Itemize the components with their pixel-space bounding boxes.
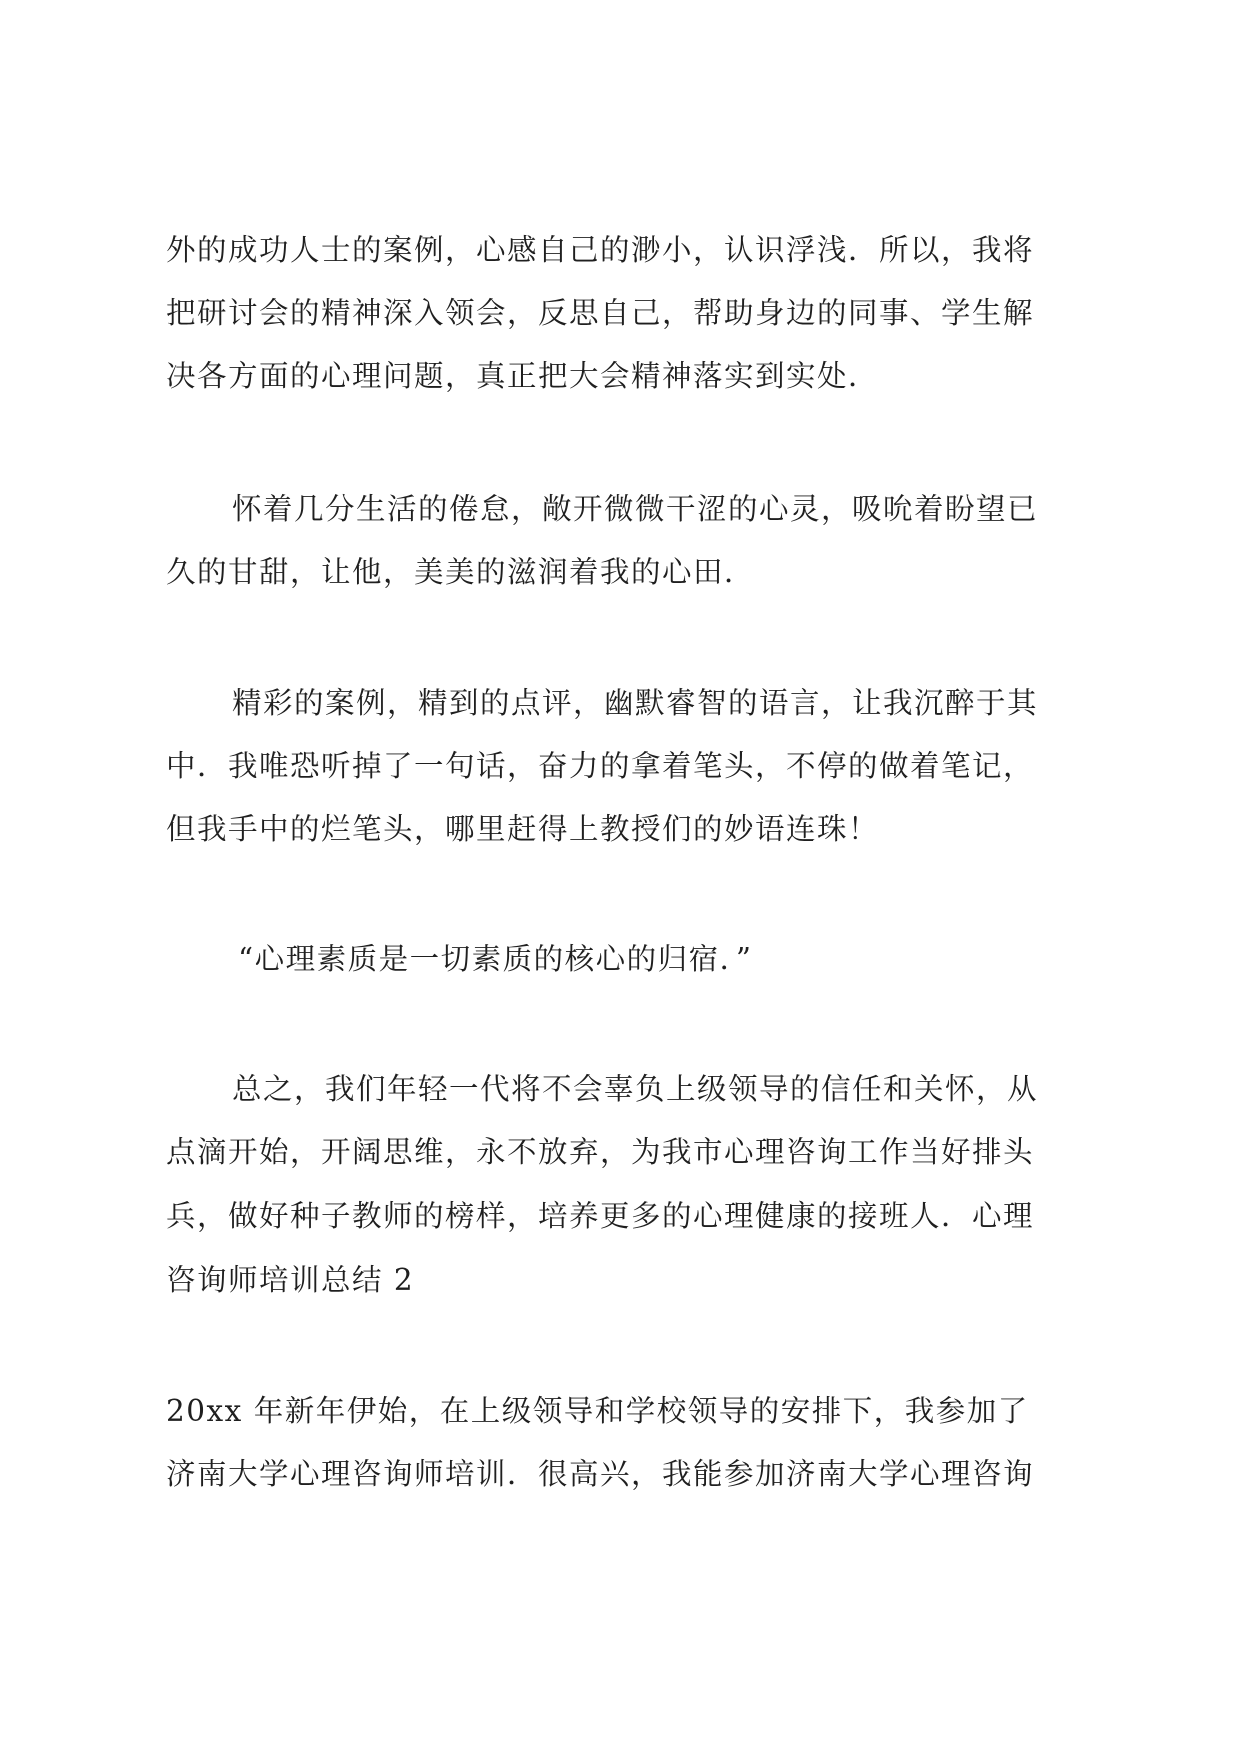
text-line: 兵，做好种子教师的榜样，培养更多的心理健康的接班人．心理 — [166, 1199, 1035, 1233]
text-line: 怀着几分生活的倦怠，敞开微微干涩的心灵，吸吮着盼望已 — [232, 492, 1039, 526]
text-line: 中．我唯恐听掉了一句话，奋力的拿着笔头，不停的做着笔记， — [166, 749, 1035, 783]
text-line: 济南大学心理咨询师培训．很高兴，我能参加济南大学心理咨询 — [166, 1457, 1035, 1491]
text-line: 但我手中的烂笔头，哪里赶得上教授们的妙语连珠！ — [166, 812, 880, 846]
text-line: 把研讨会的精神深入领会，反思自己，帮助身边的同事、学生解 — [166, 296, 1035, 330]
text-line: 精彩的案例，精到的点评，幽默睿智的语言，让我沉醉于其 — [232, 686, 1039, 720]
text-line: 外的成功人士的案例，心感自己的渺小，认识浮浅．所以，我将 — [166, 233, 1035, 267]
quote-line: “心理素质是一切素质的核心的归宿．” — [238, 942, 753, 976]
text-line: 久的甘甜，让他，美美的滋润着我的心田． — [166, 555, 756, 589]
text-line: 总之，我们年轻一代将不会辜负上级领导的信任和关怀，从 — [232, 1072, 1039, 1106]
text-line: 20xx 年新年伊始，在上级领导和学校领导的安排下，我参加了 — [166, 1394, 1029, 1428]
text-line: 决各方面的心理问题，真正把大会精神落实到实处． — [166, 359, 880, 393]
text-line: 咨询师培训总结 2 — [166, 1263, 415, 1297]
text-line: 点滴开始，开阔思维，永不放弃，为我市心理咨询工作当好排头 — [166, 1135, 1035, 1169]
